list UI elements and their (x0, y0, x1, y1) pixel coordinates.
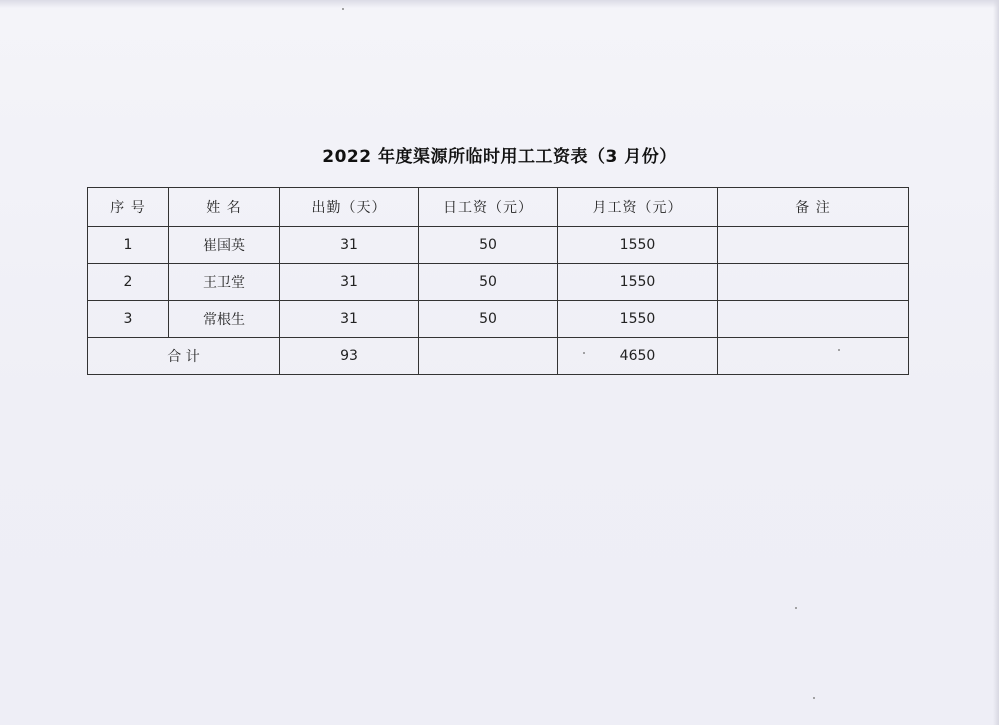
cell-monthly-wage: 1550 (558, 264, 718, 301)
scan-speck (838, 349, 840, 351)
paper-right-edge (993, 0, 999, 725)
cell-name: 王卫堂 (169, 264, 280, 301)
paper-top-edge (0, 0, 999, 8)
cell-seq: 2 (88, 264, 169, 301)
cell-name: 常根生 (169, 301, 280, 338)
header-name: 姓 名 (169, 188, 280, 227)
cell-remark (718, 227, 909, 264)
cell-monthly-wage: 1550 (558, 227, 718, 264)
document-title: 2022 年度渠源所临时用工工资表（3 月份） (322, 147, 677, 167)
cell-monthly-wage: 1550 (558, 301, 718, 338)
total-row (88, 338, 909, 375)
total-days: 93 (280, 338, 419, 375)
scan-speck (342, 8, 344, 10)
cell-name: 崔国英 (169, 227, 280, 264)
header-days: 出勤（天） (280, 188, 419, 227)
cell-daily-wage: 50 (419, 301, 558, 338)
total-daily-wage (419, 338, 558, 375)
scan-speck (583, 352, 585, 354)
header-remark: 备 注 (718, 188, 909, 227)
wage-table (87, 187, 909, 375)
header-seq: 序 号 (88, 188, 169, 227)
table-row (88, 227, 909, 264)
table-row (88, 264, 909, 301)
scan-speck (813, 697, 815, 699)
cell-days: 31 (280, 301, 419, 338)
cell-days: 31 (280, 227, 419, 264)
cell-seq: 3 (88, 301, 169, 338)
cell-remark (718, 301, 909, 338)
scan-speck (795, 607, 797, 609)
total-label: 合 计 (88, 338, 280, 375)
cell-daily-wage: 50 (419, 227, 558, 264)
table-header-row (88, 188, 909, 227)
cell-remark (718, 264, 909, 301)
header-monthly-wage: 月工资（元） (558, 188, 718, 227)
cell-daily-wage: 50 (419, 264, 558, 301)
total-monthly-wage: 4650 (558, 338, 718, 375)
header-daily-wage: 日工资（元） (419, 188, 558, 227)
cell-seq: 1 (88, 227, 169, 264)
total-remark (718, 338, 909, 375)
cell-days: 31 (280, 264, 419, 301)
table-row (88, 301, 909, 338)
